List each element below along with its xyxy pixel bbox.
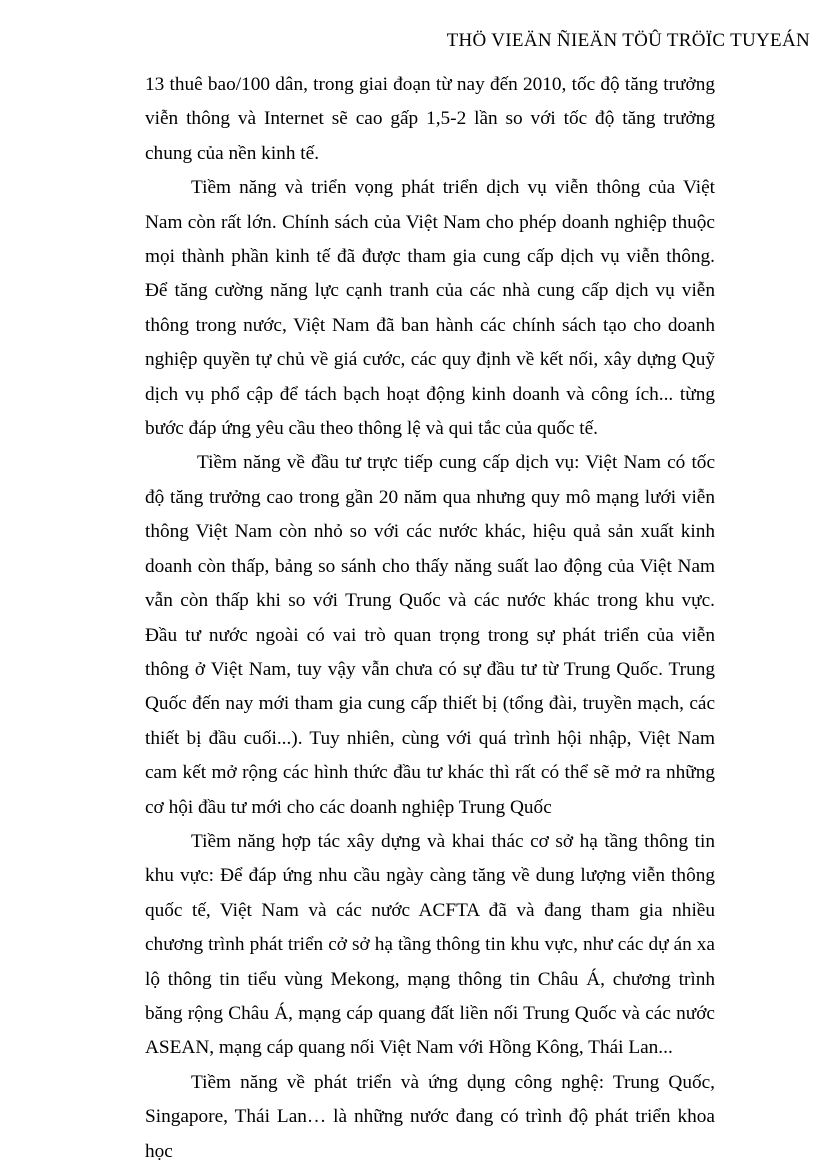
paragraph-1: 13 thuê bao/100 dân, trong giai đoạn từ nay đến 2010, tốc độ tăng trưởng viễn thông và Internet sẽ cao gấp 1,5-2 lần so với tốc độ tăng trưởng chung của nền kinh tế. — [145, 74, 715, 164]
document-body — [145, 68, 715, 1169]
paragraph-5: Tiềm năng về phát triển và ứng dụng công nghệ: Trung Quốc, Singapore, Thái Lan… là những nước đang có trình độ phát triển khoa học — [145, 1071, 715, 1162]
paragraph-3: Tiềm năng về đầu tư trực tiếp cung cấp dịch vụ: Việt Nam có tốc độ tăng trưởng cao trong gần 20 năm qua nhưng quy mô mạng lưới viễn thông Việt Nam còn nhỏ so với các nước khác, hiệu quả sản xuất kinh doanh còn thấp, bảng so sánh cho thấy năng suất lao động của Việt Nam vẫn còn thấp khi so với Trung Quốc và các nước khác trong khu vực. Đầu tư nước ngoài có vai trò quan trọng trong sự phát triển của viễn thông ở Việt Nam, tuy vậy vẫn chưa có sự đầu tư từ Trung Quốc. Trung Quốc đến nay mới tham gia cung cấp thiết bị (tổng đài, truyền mạch, các thiết bị đầu cuối...). Tuy nhiên, cùng với quá trình hội nhập, Việt Nam cam kết mở rộng các hình thức đầu tư khác thì rất có thể sẽ mở ra những cơ hội đầu tư mới cho các doanh nghiệp Trung Quốc — [145, 452, 715, 818]
page-header-title: THÖ VIEÄN ÑIEÄN TÖÛ TRÖÏC TUYEÁN — [446, 30, 810, 51]
paragraph-2: Tiềm năng và triển vọng phát triển dịch vụ viễn thông của Việt Nam còn rất lớn. Chính sách của Việt Nam cho phép doanh nghiệp thuộc mọi thành phần kinh tế đã được tham gia cung cấp dịch vụ viễn thông. Để tăng cường năng lực cạnh tranh của các nhà cung cấp dịch vụ viễn thông trong nước, Việt Nam đã ban hành các chính sách tạo cho doanh nghiệp quyền tự chủ về giá cước, các quy định về kết nối, xây dựng Quỹ dịch vụ phổ cập để tách bạch hoạt động kinh doanh và công ích... từng bước đáp ứng yêu cầu theo thông lệ và qui tắc của quốc tế. — [145, 177, 715, 440]
paragraph-4: Tiềm năng hợp tác xây dựng và khai thác cơ sở hạ tầng thông tin khu vực: Để đáp ứng nhu cầu ngày càng tăng về dung lượng viễn thông quốc tế, Việt Nam và các nước ACFTA đã và đang tham gia nhiều chương trình phát triển cở sở hạ tầng thông tin khu vực, như các dự án xa lộ thông tin tiểu vùng Mekong, mạng thông tin Châu Á, chương trình băng rộng Châu Á, mạng cáp quang đất liền nối Trung Quốc và các nước ASEAN, mạng cáp quang nối Việt Nam với Hồng Kông, Thái Lan... — [145, 830, 715, 1059]
